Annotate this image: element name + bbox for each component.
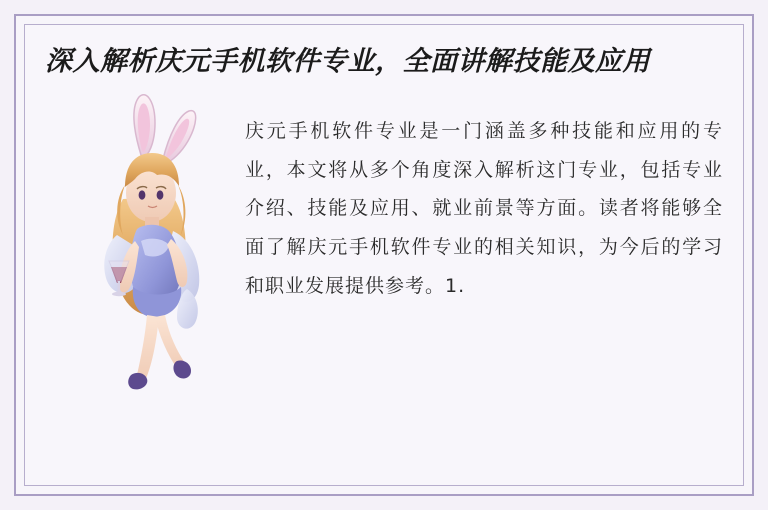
illustration-svg — [45, 89, 235, 404]
page-title: 深入解析庆元手机软件专业，全面讲解技能及应用 — [45, 46, 650, 77]
anime-bunny-girl-illustration — [45, 89, 235, 404]
inner-border-frame — [24, 24, 744, 486]
shoe-left — [128, 373, 147, 389]
document-content — [25, 25, 743, 485]
outer-border-frame — [14, 14, 754, 496]
bunny-ears-icon — [134, 95, 196, 163]
article-paragraph: 庆元手机软件专业是一门涵盖多种技能和应用的专业，本文将从多个角度深入解析这门专业，包括专业介绍、技能及应用、就业前景等方面。读者将能够全面了解庆元手机软件专业的相关知识，为今后的学习和职业发展提供参考。1. — [245, 120, 723, 297]
shoe-right — [173, 361, 191, 379]
article-body-area — [45, 89, 723, 409]
